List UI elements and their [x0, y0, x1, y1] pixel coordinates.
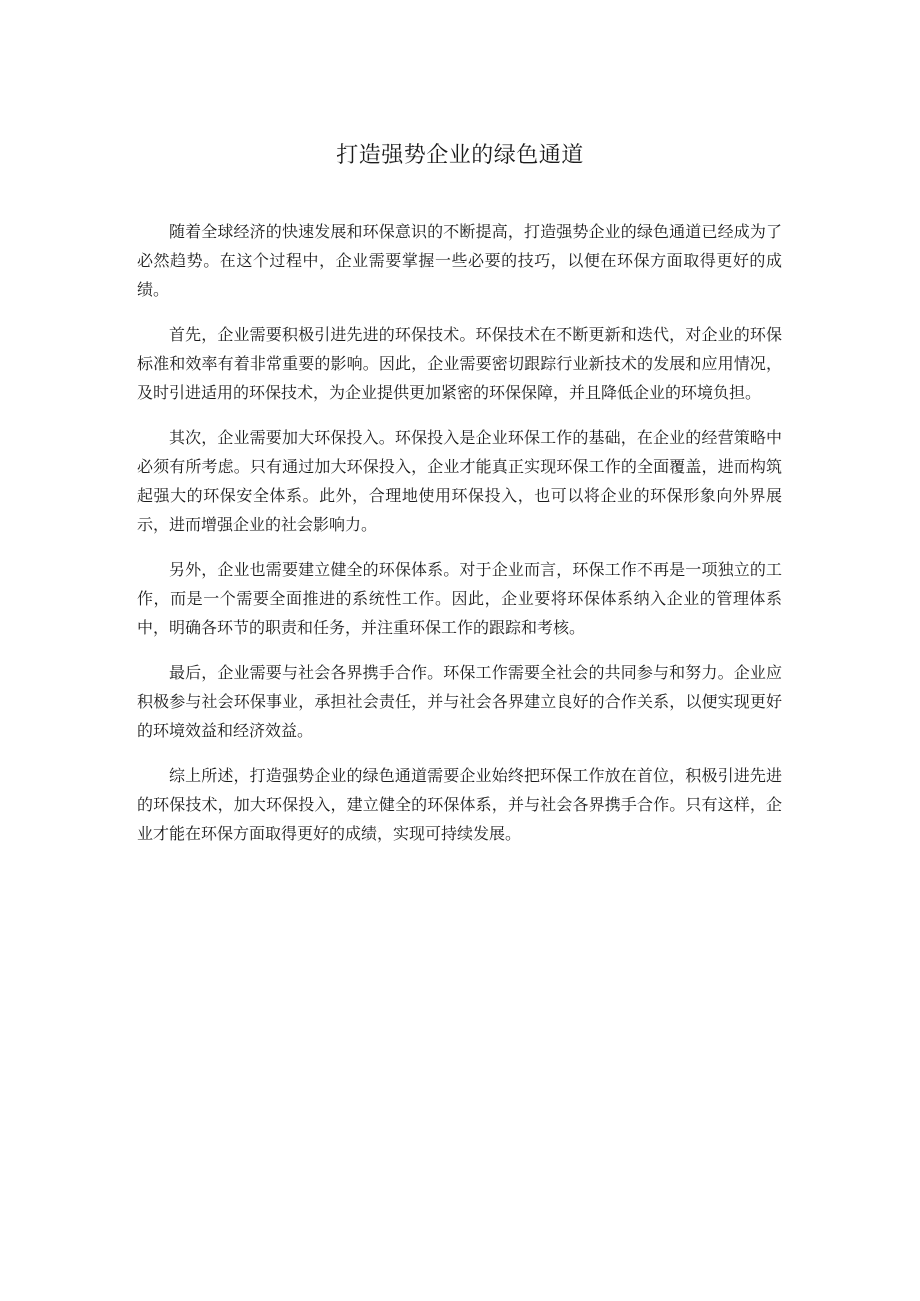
paragraph-cooperation: 最后，企业需要与社会各界携手合作。环保工作需要全社会的共同参与和努力。企业应积极参与社会环保事业，承担社会责任，并与社会各界建立良好的合作关系，以便实现更好的环境效益和经济效益。: [137, 663, 782, 740]
paragraph-technology: 首先，企业需要积极引进先进的环保技术。环保技术在不断更新和迭代，对企业的环保标准和效率有着非常重要的影响。因此，企业需要密切跟踪行业新技术的发展和应用情况，及时引进适用的环保技术，为企业提供更加紧密的环保保障，并且降低企业的环境负担。: [137, 325, 782, 402]
document-title: 打造强势企业的绿色通道: [336, 143, 584, 168]
paragraph-investment: 其次，企业需要加大环保投入。环保投入是企业环保工作的基础，在企业的经营策略中必须有所考虑。只有通过加大环保投入，企业才能真正实现环保工作的全面覆盖，进而构筑起强大的环保安全体系。此外，合理地使用环保投入，也可以将企业的环保形象向外界展示，进而增强企业的社会影响力。: [137, 428, 782, 534]
paragraph-conclusion: 综上所述，打造强势企业的绿色通道需要企业始终把环保工作放在首位，积极引进先进的环保技术，加大环保投入，建立健全的环保体系，并与社会各界携手合作。只有这样，企业才能在环保方面取得更好的成绩，实现可持续发展。: [137, 766, 782, 843]
document-body: [137, 217, 782, 864]
paragraph-system: 另外，企业也需要建立健全的环保体系。对于企业而言，环保工作不再是一项独立的工作，而是一个需要全面推进的系统性工作。因此，企业要将环保体系纳入企业的管理体系中，明确各环节的职责和任务，并注重环保工作的跟踪和考核。: [137, 560, 782, 637]
paragraph-intro: 随着全球经济的快速发展和环保意识的不断提高，打造强势企业的绿色通道已经成为了必然趋势。在这个过程中，企业需要掌握一些必要的技巧，以便在环保方面取得更好的成绩。: [137, 222, 782, 299]
